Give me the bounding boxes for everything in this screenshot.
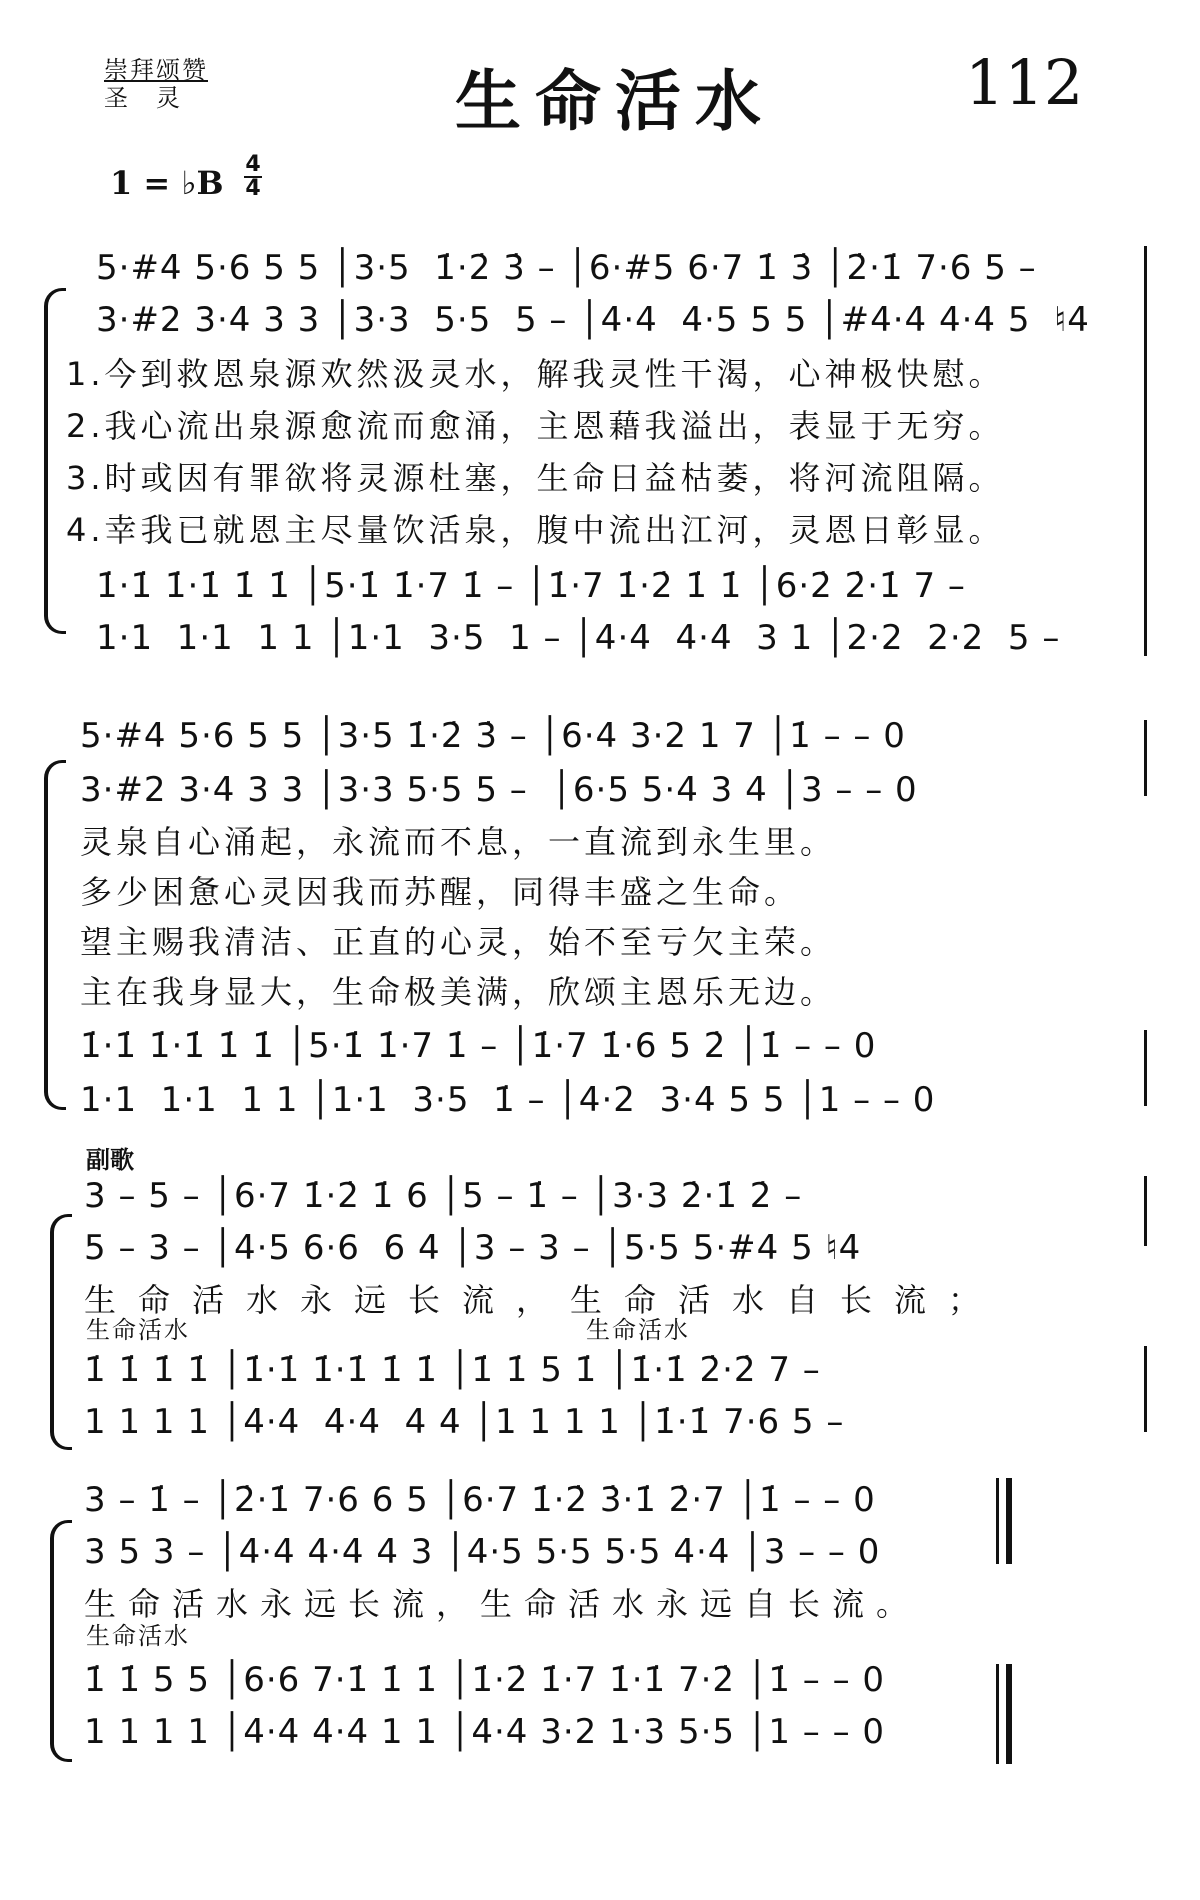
system1-bass: 1·1 1·1 1 1 │1·1 3·5 1 – │4·4 4·4 3 1 │2·2 2·2 5 – bbox=[96, 618, 1061, 658]
system4-sub-lyric: 生命活水 bbox=[86, 1622, 190, 1650]
system4-bass: 1 1 1 1 │4·4 4·4 1 1 │4·4 3·2 1·3 5·5 │1 – – 0 bbox=[84, 1712, 886, 1752]
system1-verse-4: 4.幸我已就恩主尽量饮活泉，腹中流出江河，灵恩日彰显。 bbox=[66, 511, 1005, 549]
system1-alto: 3·#2 3·4 3 3 │3·3 5·5 5 – │4·4 4·5 5 5 │#4·4 4·4 5 ♮4 bbox=[96, 300, 1090, 340]
song-title: 生命活水 bbox=[455, 63, 775, 140]
system-bracket-3 bbox=[50, 1214, 72, 1450]
system3-lyric: 生命活水永远长流，生命活水自长流； bbox=[84, 1281, 1003, 1319]
system3-sub-lyric-1: 生命活水 bbox=[86, 1316, 190, 1344]
system2-verse-2: 多少困惫心灵因我而苏醒，同得丰盛之生命。 bbox=[80, 873, 801, 911]
system4-tenor: 1̇ 1̇ 5 5 │6·6 7·1̇ 1̇ 1̇ │1̇·2̇ 1̇·7 1̇·1̇ 7·2̇ │1̇ – – 0 bbox=[84, 1660, 886, 1700]
final-barline-bottom-thick bbox=[1006, 1664, 1012, 1764]
system3-sub-lyric-2: 生命活水 bbox=[586, 1316, 690, 1344]
barline-end-1 bbox=[1144, 246, 1147, 656]
key-signature: 1 = ♭B bbox=[110, 164, 224, 202]
system2-verse-1: 灵泉自心涌起，永流而不息，一直流到永生里。 bbox=[80, 823, 837, 861]
barline-end-2b bbox=[1144, 1030, 1147, 1106]
time-signature-bottom: 4 bbox=[245, 176, 261, 201]
system2-alto: 3·#2 3·4 3 3 │3·3 5·5 5 – │6·5 5·4 3 4 │3 – – 0 bbox=[80, 770, 918, 810]
system3-bass: 1 1 1 1 │4·4 4·4 4 4 │1 1 1 1 │1̇·1̇ 7·6 5 – bbox=[84, 1402, 845, 1442]
system1-verse-3: 3.时或因有罪欲将灵源杜塞，生命日益枯萎，将河流阻隔。 bbox=[66, 459, 1005, 497]
system4-lyric: 生命活水永远长流，生命活水永远自长流。 bbox=[84, 1585, 921, 1623]
system-bracket-4 bbox=[50, 1520, 72, 1762]
system2-bass: 1·1 1·1 1 1 │1·1 3·5 1̇ – │4·2 3·4 5 5 │1 – – 0 bbox=[80, 1080, 936, 1120]
system1-tenor: 1̇·1̇ 1̇·1̇ 1̇ 1̇ │5·1̇ 1̇·7 1̇ – │1̇·7 1̇·2̇ 1̇ 1̇ │6·2̇ 2̇·1̇ 7 – bbox=[96, 566, 966, 606]
system2-verse-4: 主在我身显大，生命极美满，欣颂主恩乐无边。 bbox=[80, 973, 837, 1011]
system-bracket-1 bbox=[44, 288, 66, 634]
time-signature bbox=[244, 154, 262, 200]
chorus-label: 副歌 bbox=[86, 1146, 134, 1174]
hymn-number: 112 bbox=[965, 46, 1084, 119]
category-line-2: 圣 灵 bbox=[104, 84, 182, 112]
system2-soprano: 5·#4 5·6 5 5 │3·5 1̇·2̇ 3̇ – │6·4 3·2 1 7 │1̇ – – 0 bbox=[80, 716, 906, 756]
system3-soprano: 3 – 5 – │6·7 1̇·2̇ 1̇ 6 │5 – 1̇ – │3·3 2̇·1̇ 2̇ – bbox=[84, 1176, 803, 1216]
system1-verse-2: 2.我心流出泉源愈流而愈涌，主恩藉我溢出，表显于无穷。 bbox=[66, 407, 1005, 445]
system4-alto: 3 5 3 – │4·4 4·4 4 3 │4·5 5·5 5·5 4·4 │3 – – 0 bbox=[84, 1532, 881, 1572]
system2-verse-3: 望主赐我清洁、正直的心灵，始不至亏欠主荣。 bbox=[80, 923, 837, 961]
final-barline-top-thick bbox=[1006, 1478, 1012, 1564]
system3-alto: 5 – 3 – │4·5 6·6 6 4 │3 – 3 – │5·5 5·#4 5 ♮4 bbox=[84, 1228, 862, 1268]
system4-soprano: 3 – 1̇ – │2̇·1̇ 7·6 6 5 │6·7 1̇·2̇ 3̇·1̇ 2̇·7 │1̇ – – 0 bbox=[84, 1480, 876, 1520]
category-line-1: 崇拜颂赞 bbox=[104, 56, 208, 84]
final-barline-bottom-thin bbox=[996, 1664, 999, 1764]
barline-end-2a bbox=[1144, 720, 1147, 796]
system-bracket-2 bbox=[44, 760, 66, 1110]
barline-end-3a bbox=[1144, 1176, 1147, 1246]
system1-soprano: 5·#4 5·6 5 5 │3·5 1̇·2̇ 3̇ – │6·#5 6·7 1̇ 3̇ │2̇·1̇ 7·6 5 – bbox=[96, 248, 1037, 288]
system3-tenor: 1̇ 1̇ 1̇ 1̇ │1̇·1̇ 1̇·1̇ 1̇ 1̇ │1̇ 1̇ 5 1̇ │1̇·1̇ 2̇·2̇ 7 – bbox=[84, 1350, 821, 1390]
system1-verse-1: 1.今到救恩泉源欢然汲灵水，解我灵性干渴，心神极快慰。 bbox=[66, 355, 1005, 393]
time-signature-top: 4 bbox=[245, 152, 261, 177]
category-label bbox=[104, 56, 208, 112]
barline-end-3b bbox=[1144, 1346, 1147, 1432]
final-barline-top-thin bbox=[996, 1478, 999, 1564]
system2-tenor: 1̇·1̇ 1̇·1̇ 1̇ 1̇ │5·1̇ 1̇·7 1̇ – │1̇·7 1̇·6 5 2̇ │1̇ – – 0 bbox=[80, 1026, 877, 1066]
